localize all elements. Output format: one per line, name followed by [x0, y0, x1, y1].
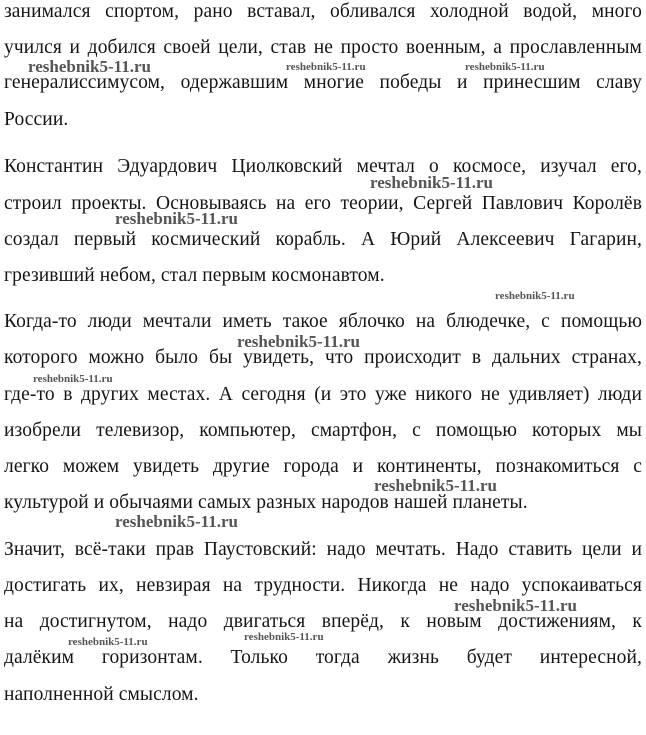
text-line: учился и добился своей цели, став не просто военным, а прославленным	[4, 37, 642, 58]
watermark: reshebnik5-11.ru	[115, 512, 238, 531]
text-line: генералиссимусом, одержавшим многие победы и принесшим славу	[4, 72, 642, 93]
watermark: reshebnik5-11.ru	[115, 209, 238, 228]
watermark: reshebnik5-11.ru	[244, 631, 324, 643]
text-line: создал первый космический корабль. А Юрий Алексеевич Гагарин,	[4, 229, 642, 250]
watermark: reshebnik5-11.ru	[28, 57, 151, 76]
text-line: строил проекты. Основываясь на его теории, Сергей Павлович Королёв	[4, 193, 642, 214]
text-line: Значит, всё-таки прав Паустовский: надо мечтать. Надо ставить цели и	[4, 539, 642, 560]
text-line: изобрели телевизор, компьютер, смартфон, с помощью которых мы	[4, 420, 642, 441]
text-line: России.	[4, 109, 69, 130]
watermark: reshebnik5-11.ru	[33, 373, 113, 385]
watermark: reshebnik5-11.ru	[495, 290, 575, 302]
text-line: грезивший небом, стал первым космонавтом.	[4, 265, 385, 286]
watermark: reshebnik5-11.ru	[237, 332, 360, 351]
watermark: reshebnik5-11.ru	[374, 476, 497, 495]
watermark: reshebnik5-11.ru	[465, 61, 545, 73]
text-line: Когда-то люди мечтали иметь такое яблочко на блюдечке, с помощью	[4, 311, 642, 332]
text-line: которого можно было бы увидеть, что происходит в дальних странах,	[4, 347, 642, 368]
watermark: reshebnik5-11.ru	[68, 636, 148, 648]
text-line: далёким горизонтам. Только тогда жизнь будет интересной,	[4, 647, 642, 668]
text-line: где-то в других местах. А сегодня (и это уже никого не удивляет) люди	[4, 384, 642, 405]
text-line: занимался спортом, рано вставал, обливался холодной водой, много	[4, 1, 642, 22]
watermark: reshebnik5-11.ru	[370, 173, 493, 192]
text-line: легко можем увидеть другие города и континенты, познакомиться с	[4, 456, 642, 477]
watermark: reshebnik5-11.ru	[454, 596, 577, 615]
text-line: достигать их, невзирая на трудности. Никогда не надо успокаиваться	[4, 575, 642, 596]
text-line: культурой и обычаями самых разных народов нашей планеты.	[4, 492, 528, 513]
text-line: на достигнутом, надо двигаться вперёд, к новым достижениям, к	[4, 611, 642, 632]
text-line: наполненной смыслом.	[4, 684, 199, 705]
watermark: reshebnik5-11.ru	[286, 61, 366, 73]
text-line: Константин Эдуардович Циолковский мечтал о космосе, изучал его,	[4, 156, 642, 177]
